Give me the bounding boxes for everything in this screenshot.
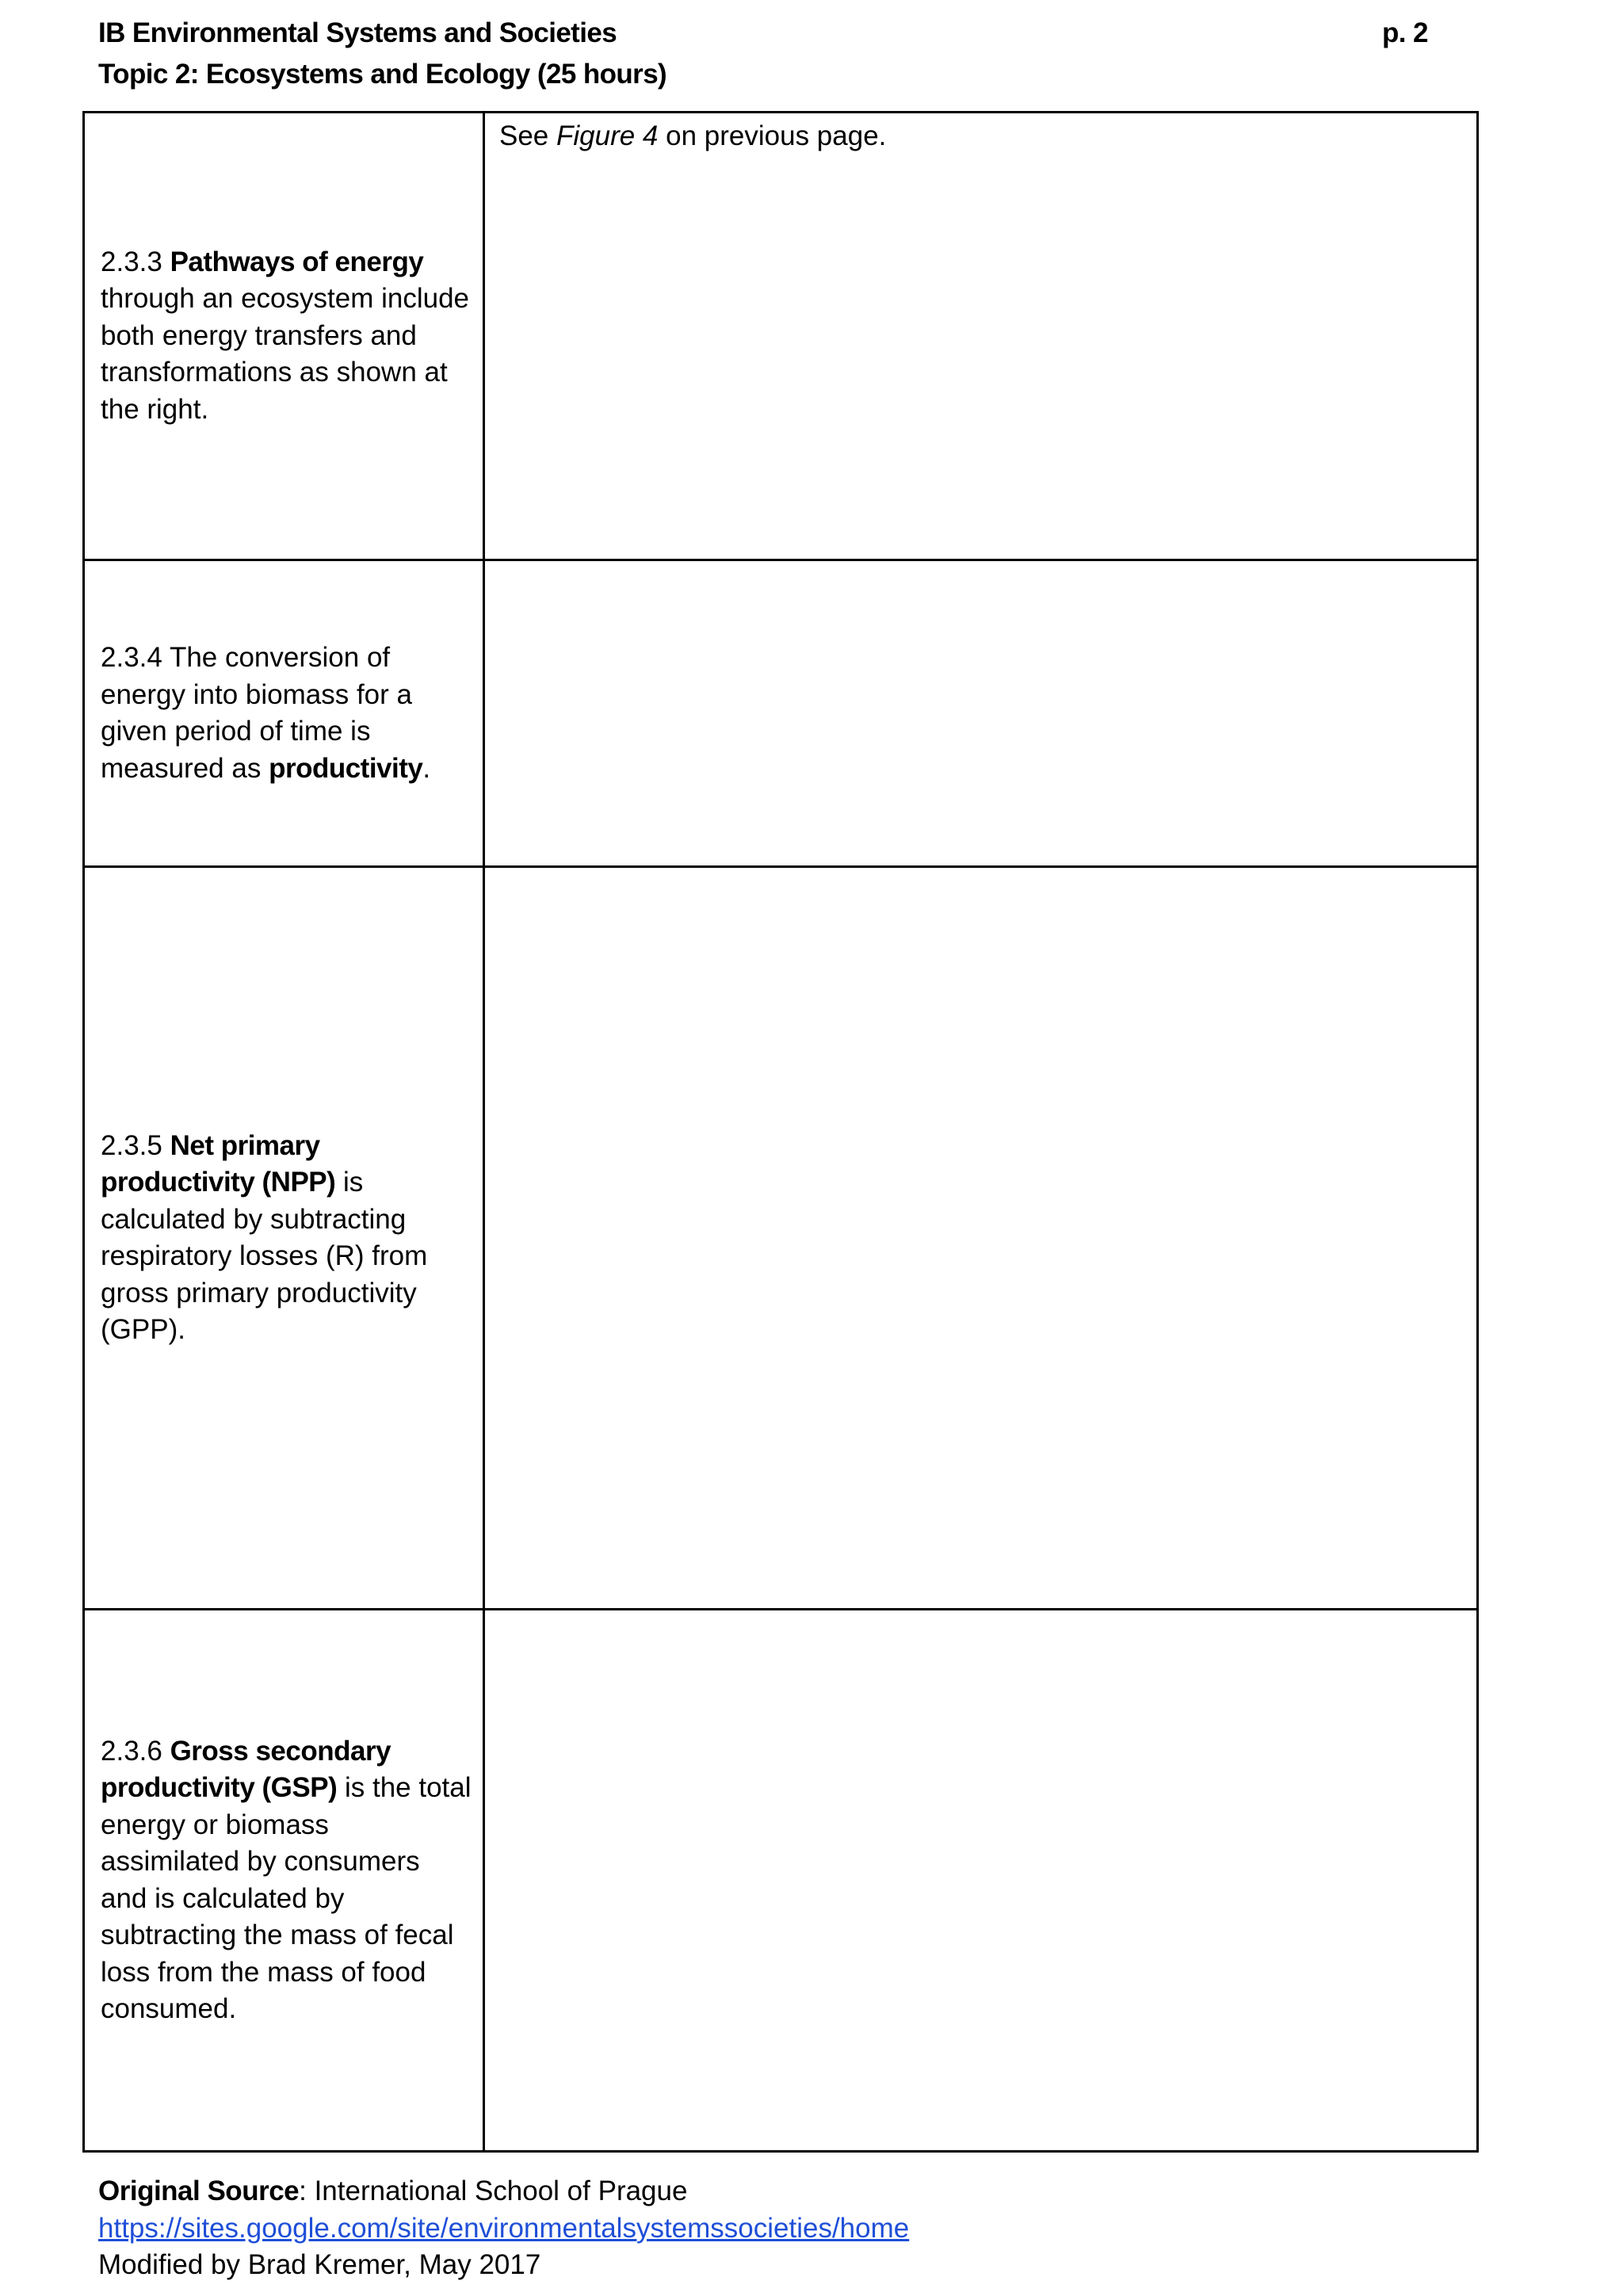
- table-row: [84, 1610, 1478, 2152]
- footer: [98, 2173, 909, 2284]
- topic-text-2-3-5: 2.3.5 Net primary productivity (NPP) is calculated by subtracting respiratory losses (R) from gross primary productivity (GPP).: [101, 1129, 428, 1345]
- table-row: [84, 113, 1478, 560]
- source-link[interactable]: https://sites.google.com/site/environmentalsystemssocieties/home: [98, 2212, 910, 2244]
- topic-cell: [84, 1610, 484, 2152]
- source-line: Original Source: International School of Prague: [98, 2176, 688, 2206]
- notes-cell[interactable]: [484, 113, 1478, 560]
- topic-text-2-3-6: 2.3.6 Gross secondary productivity (GSP) is the total energy or biomass assimilated by consumers and is calculated by subtracting the mass of fecal loss from the mass of food consumed.: [101, 1735, 472, 2024]
- topic-text-2-3-4: 2.3.4 The conversion of energy into biomass for a given period of time is measured as productivity.: [101, 642, 431, 784]
- notes-cell[interactable]: [484, 560, 1478, 867]
- topic-cell: [84, 560, 484, 867]
- table-row: [84, 867, 1478, 1610]
- notes-cell[interactable]: [484, 867, 1478, 1610]
- document-title: IB Environmental Systems and Societies: [98, 17, 617, 48]
- table-row: [84, 560, 1478, 867]
- page-number: p. 2: [1382, 17, 1428, 48]
- topic-heading: Topic 2: Ecosystems and Ecology (25 hours): [98, 59, 667, 90]
- figure-reference: See Figure 4 on previous page.: [499, 120, 887, 151]
- topic-text-2-3-3: 2.3.3 Pathways of energy through an ecosystem include both energy transfers and transformations as shown at the right.: [101, 246, 469, 425]
- notes-table: [82, 111, 1479, 2153]
- notes-cell[interactable]: [484, 1610, 1478, 2152]
- topic-cell: [84, 867, 484, 1610]
- source-link-line: [98, 2210, 909, 2248]
- modified-by: Modified by Brad Kremer, May 2017: [98, 2249, 541, 2280]
- topic-cell: [84, 113, 484, 560]
